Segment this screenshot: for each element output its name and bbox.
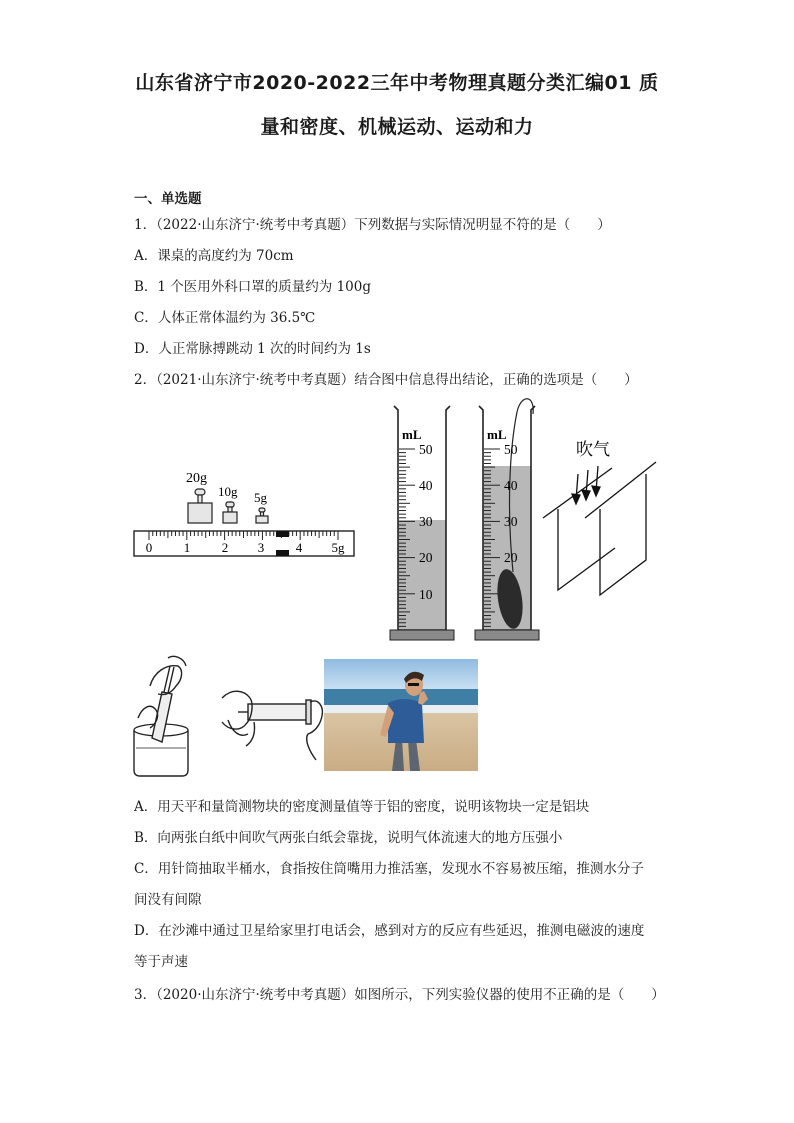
q1-option-b: B．1 个医用外科口罩的质量约为 100g <box>134 279 372 295</box>
weight-5g-icon <box>256 508 268 523</box>
blowing-papers-figure <box>540 430 662 600</box>
q2-option-b: B．向两张白纸中间吹气两张白纸会靠拢，说明气体流速大的地方压强小 <box>134 830 563 846</box>
q1-option-a: A．课桌的高度约为 70cm <box>134 248 294 264</box>
paper-left <box>543 468 615 590</box>
cylinder-tick-20: 20 <box>419 550 433 565</box>
cylinder-tick-10: 10 <box>419 587 433 602</box>
syringe-pressing-figure <box>218 682 326 766</box>
scale-tick-3: 3 <box>257 540 265 555</box>
weight-label-20g: 20g <box>186 471 207 486</box>
section-heading: 一、单选题 <box>134 191 202 207</box>
paper-right <box>585 462 656 595</box>
q2-option-a: A．用天平和量筒测物块的密度测量值等于铝的密度，说明该物块一定是铝块 <box>134 799 590 815</box>
q2-stem: 2．（2021·山东济宁·统考中考真题）结合图中信息得出结论，正确的选项是（ ） <box>134 372 638 388</box>
scale-tick-1: 1 <box>183 540 191 555</box>
scale-tick-5g: 5g <box>331 540 345 555</box>
cylinder2-tick-20: 20 <box>504 550 518 565</box>
scale-tick-0: 0 <box>145 540 153 555</box>
weight-label-5g: 5g <box>254 490 267 505</box>
cylinder2-tick-50: 50 <box>504 442 518 457</box>
scale-tick-2: 2 <box>221 540 229 555</box>
weight-label-10g: 10g <box>218 484 238 499</box>
q2-option-c: C．用针筒抽取半桶水，食指按住筒嘴用力推活塞，发现水不容易被压缩，推测水分子 <box>134 861 644 877</box>
document-title-line-1: 山东省济宁市2020-2022三年中考物理真题分类汇编01 质 <box>135 72 659 94</box>
document-title-line-2: 量和密度、机械运动、运动和力 <box>260 116 534 138</box>
measuring-cylinder-with-block <box>473 392 545 644</box>
q1-stem: 1．（2022·山东济宁·统考中考真题）下列数据与实际情况明显不符的是（ ） <box>134 217 611 233</box>
beach-phone-call-photo <box>324 659 478 771</box>
blow-label: 吹气 <box>576 440 610 459</box>
q2-option-d-cont: 等于声速 <box>134 954 188 970</box>
syringe-drawing-water-figure <box>128 652 194 780</box>
weight-20g-icon <box>188 489 212 523</box>
q2-option-d: D．在沙滩中通过卫星给家里打电话会，感到对方的反应有些延迟，推测电磁波的速度 <box>134 923 645 939</box>
q1-option-d: D．人正常脉搏跳动 1 次的时间约为 1s <box>134 341 371 357</box>
cylinder-tick-50: 50 <box>419 442 433 457</box>
cylinder-unit-label-2: mL <box>487 427 507 442</box>
measuring-cylinder-water <box>388 402 458 644</box>
scale-tick-4: 4 <box>295 540 303 555</box>
cylinder-tick-40: 40 <box>419 478 433 493</box>
balance-weights-figure <box>130 460 360 565</box>
cylinder2-tick-30: 30 <box>504 514 518 529</box>
cylinder2-tick-40: 40 <box>504 478 518 493</box>
q2-option-c-cont: 间没有间隙 <box>134 892 202 908</box>
q3-stem: 3．（2020·山东济宁·统考中考真题）如图所示，下列实验仪器的使用不正确的是（ ） <box>134 987 665 1003</box>
airflow-arrows-icon <box>572 466 600 504</box>
q1-option-c: C．人体正常体温约为 36.5℃ <box>134 310 316 326</box>
cylinder-tick-30: 30 <box>419 514 433 529</box>
weight-10g-icon <box>223 502 237 523</box>
cylinder-unit-label: mL <box>402 427 422 442</box>
